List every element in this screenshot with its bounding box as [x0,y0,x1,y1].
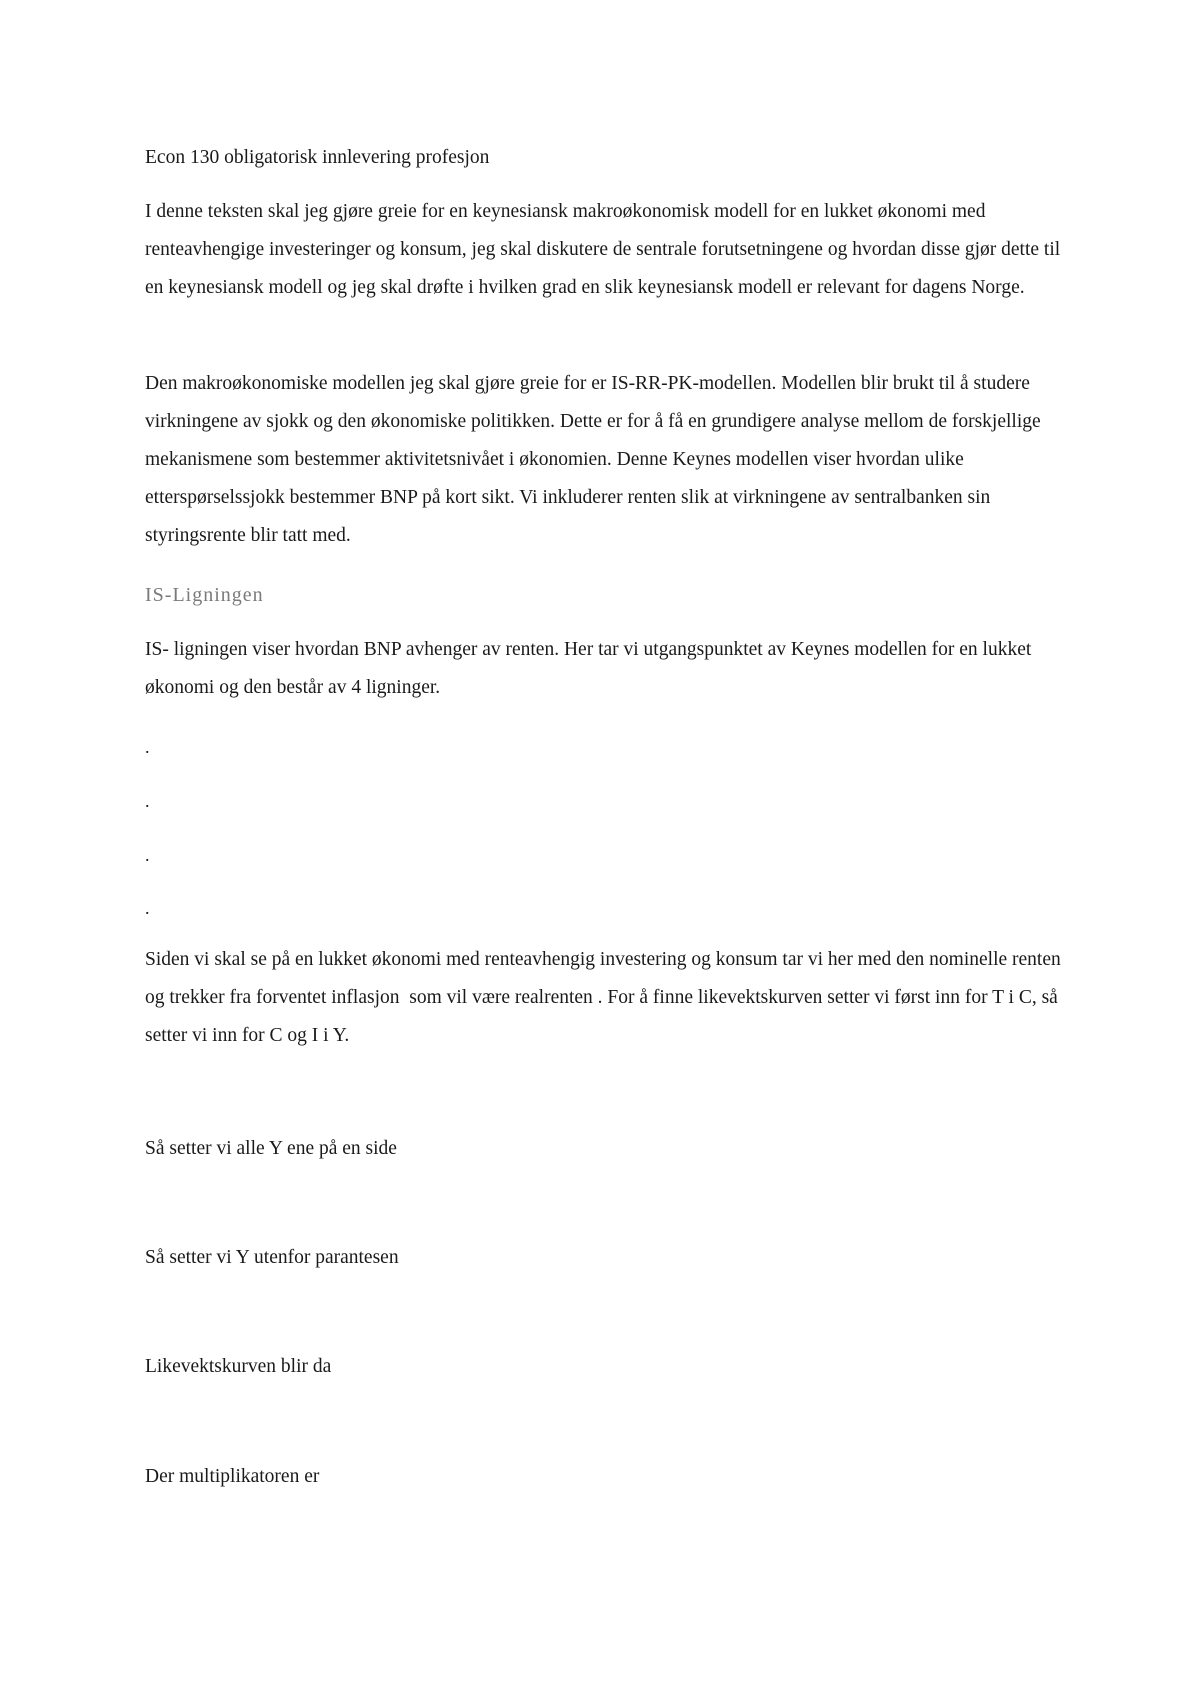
document-title: Econ 130 obligatorisk innlevering profesjon [145,147,490,168]
step-four-text: Der multiplikatoren er [145,1466,320,1487]
intro-paragraph: I denne teksten skal jeg gjøre greie for en keynesiansk makroøkonomisk modell for en lukket økonomi med renteavhengige investeringer og konsum, jeg skal diskutere de sentrale forutsetningene og hvordan disse gjør dette til en keynesiansk modell og jeg skal drøfte i hvilken grad en slik keynesiansk modell er relevant for dagens Norge. [145,201,1066,298]
is-paragraph: IS- ligningen viser hvordan BNP avhenger av renten. Her tar vi utgangspunktet av Keynes modellen for en lukket økonomi og den består av 4 ligninger. [145,639,1037,698]
model-paragraph: Den makroøkonomiske modellen jeg skal gjøre greie for er IS-RR-PK-modellen. Modellen blir brukt til å studere virkningene av sjokk og den økonomiske politikken. Dette er for å få en grundigere analyse mellom de forskjellige mekanismene som bestemmer aktivitetsnivået i økonomien. Denne Keynes modellen viser hvordan ulike etterspørselssjokk bestemmer BNP på kort sikt. Vi inkluderer renten slik at virkningene av sentralbanken sin styringsrente blir tatt med. [145,373,1046,546]
equation-marker: . [145,737,150,757]
equation-marker: . [145,791,150,811]
step-two-text: Så setter vi Y utenfor parantesen [145,1247,399,1268]
closed-economy-paragraph: Siden vi skal se på en lukket økonomi med renteavhengig investering og konsum tar vi her med den nominelle renten og trekker fra forventet inflasjon som vil være realrenten . For å finne likevektskurven setter vi først inn for T i C, så setter vi inn for C og I i Y. [145,949,1071,1046]
section-heading-is: IS-Ligningen [145,584,264,606]
step-one-text: Så setter vi alle Y ene på en side [145,1138,397,1159]
step-three-text: Likevektskurven blir da [145,1356,332,1377]
equation-marker: . [145,845,150,865]
equation-marker: . [145,898,150,918]
